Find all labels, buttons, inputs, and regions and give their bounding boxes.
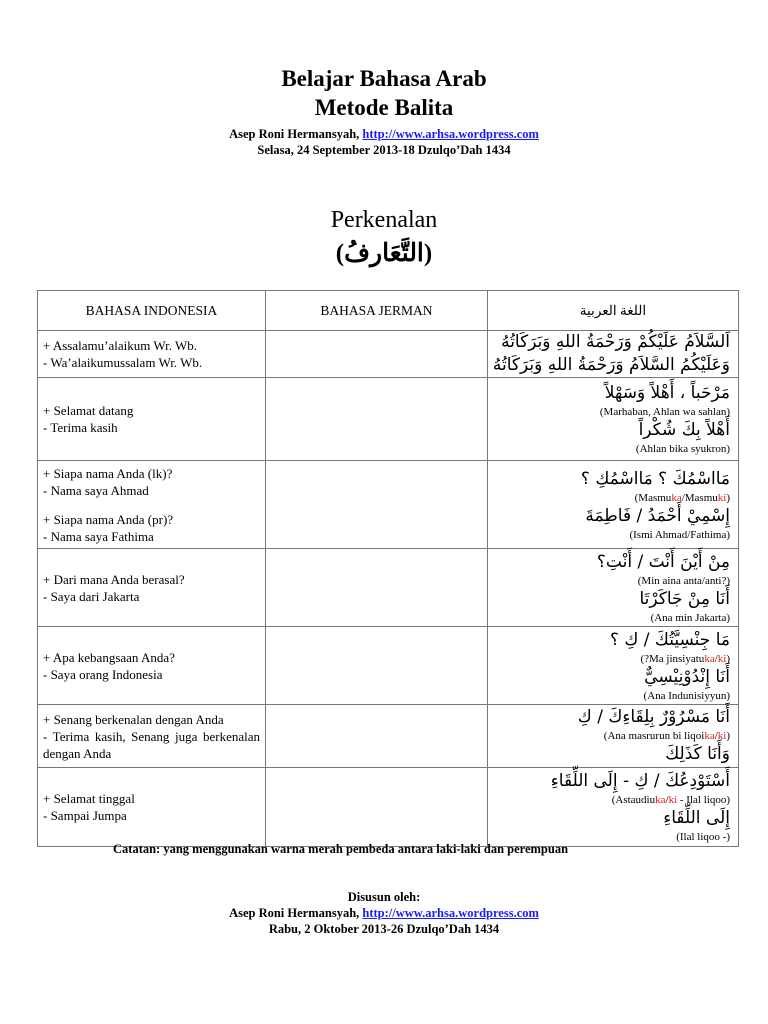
german-cell bbox=[266, 705, 488, 768]
transliteration: (Ahlan bika syukron) bbox=[635, 443, 730, 455]
document-footer bbox=[0, 889, 768, 937]
indonesian-cell bbox=[38, 768, 266, 847]
reply: - Terima kasih bbox=[43, 420, 118, 435]
arabic-phrase: مَرْحَباً ، أَهْلاً وَسَهْلاً bbox=[604, 383, 730, 403]
author-link[interactable]: http://www.arhsa.wordpress.com bbox=[362, 127, 539, 141]
document-date: Selasa, 24 September 2013-18 Dzulqo’Dah 1434 bbox=[257, 143, 511, 157]
table-row bbox=[38, 705, 739, 768]
transliteration: (Ana min Jakarta) bbox=[650, 611, 730, 624]
masculine-suffix: ka bbox=[655, 794, 666, 806]
compiled-by-label: Disusun oleh: bbox=[347, 890, 421, 904]
spacer bbox=[43, 499, 260, 511]
phrase: + Dari mana Anda berasal? bbox=[43, 571, 185, 587]
arabic-phrase: مَا جِنْسِيَّتُكَ / كِ ؟ bbox=[609, 629, 730, 650]
arabic-cell bbox=[487, 549, 738, 627]
transliteration: (Ana Indunisiyyun) bbox=[643, 689, 730, 702]
german-cell bbox=[266, 378, 488, 461]
reply: - Wa’alaikumussalam Wr. Wb. bbox=[43, 355, 203, 370]
phrase: + Assalamu’alaikum Wr. Wb. bbox=[43, 338, 198, 353]
arabic-reply: أَهْلاً بِكَ شُكْراً bbox=[638, 420, 730, 440]
masculine-suffix: ka bbox=[671, 491, 682, 504]
transliteration: (Ana masrurun bi liqoika/ki) bbox=[603, 730, 730, 742]
document-title: Belajar Bahasa Arab bbox=[281, 66, 487, 91]
phrase: + Siapa nama Anda (pr)? bbox=[43, 511, 174, 527]
arabic-cell bbox=[487, 378, 738, 461]
german-cell bbox=[266, 461, 488, 549]
feminine-suffix: ki bbox=[717, 730, 727, 742]
author-name: Asep Roni Hermansyah, bbox=[229, 127, 363, 141]
section-title-arabic: (التَّعَارفُ) bbox=[335, 240, 433, 267]
table-row bbox=[38, 461, 739, 549]
footer-author-line bbox=[0, 905, 768, 921]
indonesian-cell bbox=[38, 331, 266, 378]
transliteration: (Astaudiuka/ki - Ilal liqoo) bbox=[611, 794, 730, 806]
arabic-cell bbox=[487, 627, 738, 705]
header-german: BAHASA JERMAN bbox=[266, 291, 488, 331]
masculine-suffix: ka bbox=[704, 730, 715, 742]
german-cell bbox=[266, 768, 488, 847]
feminine-suffix: ki bbox=[717, 652, 727, 665]
indonesian-cell bbox=[38, 705, 266, 768]
transliteration: (?Ma jinsiyatuka/ki) bbox=[640, 652, 730, 665]
phrase: + Selamat datang bbox=[43, 403, 134, 418]
transliteration: (Min aina anta/anti?) bbox=[637, 574, 730, 587]
indonesian-cell bbox=[38, 549, 266, 627]
table-row bbox=[38, 331, 739, 378]
arabic-reply: إِسْمِيْ أَحْمَدُ / فَاطِمَةَ bbox=[585, 505, 730, 526]
document-header bbox=[0, 64, 768, 158]
german-cell bbox=[266, 331, 488, 378]
reply: - Terima kasih, Senang juga berkenalan dengan Anda bbox=[43, 728, 260, 761]
reply: - Saya orang Indonesia bbox=[43, 666, 163, 682]
phrase: + Senang berkenalan dengan Anda bbox=[43, 711, 224, 727]
arabic-cell bbox=[487, 461, 738, 549]
arabic-phrase: مَااسْمُكَ ؟ مَااسْمُكِ ؟ bbox=[580, 468, 730, 489]
indonesian-cell bbox=[38, 378, 266, 461]
arabic-cell bbox=[487, 705, 738, 768]
table-row bbox=[38, 627, 739, 705]
german-cell bbox=[266, 627, 488, 705]
author-line bbox=[0, 126, 768, 142]
vocabulary-table bbox=[37, 290, 739, 847]
document-subtitle: Metode Balita bbox=[314, 95, 454, 120]
footer-date: Rabu, 2 Oktober 2013-26 Dzulqo’Dah 1434 bbox=[268, 922, 500, 936]
phrase: + Siapa nama Anda (lk)? bbox=[43, 465, 173, 481]
table-row bbox=[38, 378, 739, 461]
arabic-reply: أَنَا مِنْ جَاكَرْتَا bbox=[639, 588, 730, 609]
reply: - Saya dari Jakarta bbox=[43, 588, 140, 604]
phrase: + Selamat tinggal bbox=[43, 791, 135, 806]
table-row bbox=[38, 768, 739, 847]
arabic-reply: وَعَلَيْكُمُ السَّلاَمُ وَرَحْمَةُ اللهِ وَبَرَكَاتُهُ bbox=[492, 355, 730, 375]
reply: - Sampai Jumpa bbox=[43, 808, 127, 823]
arabic-cell bbox=[487, 331, 738, 378]
arabic-reply: إِلَى اللِّقَاءِ bbox=[663, 808, 730, 828]
phrase: + Apa kebangsaan Anda? bbox=[43, 649, 175, 665]
author-name: Asep Roni Hermansyah, bbox=[229, 906, 363, 920]
table-row bbox=[38, 549, 739, 627]
arabic-reply: أَنَا إِنْدُوْنِيْسِيٌّ bbox=[644, 666, 730, 687]
transliteration: (Ilal liqoo -) bbox=[676, 831, 730, 843]
header-arabic: اللغة العربية bbox=[487, 291, 738, 331]
arabic-phrase: اَلسَّلاَمُ عَلَيْكُمْ وَرَحْمَةُ اللهِ وَبَرَكَاتُهُ bbox=[501, 332, 730, 352]
transliteration: (Masmuka/Masmuki) bbox=[634, 491, 730, 504]
feminine-suffix: ki bbox=[668, 794, 678, 806]
header-indonesian: BAHASA INDONESIA bbox=[38, 291, 266, 331]
footnote: Catatan: yang menggunakan warna merah pembeda antara laki-laki dan perempuan bbox=[113, 842, 569, 856]
table-header-row bbox=[38, 291, 739, 331]
feminine-suffix: ki bbox=[717, 491, 727, 504]
arabic-cell bbox=[487, 768, 738, 847]
arabic-reply: وَأَنَا كَذَلِكَ bbox=[665, 744, 730, 764]
reply: - Nama saya Ahmad bbox=[43, 482, 149, 498]
masculine-suffix: ka bbox=[704, 652, 715, 665]
arabic-phrase: مِنْ أَيْنَ أَنْتَ / أَنْتِ؟ bbox=[596, 551, 730, 572]
transliteration: (Ismi Ahmad/Fathima) bbox=[629, 528, 730, 541]
german-cell bbox=[266, 549, 488, 627]
indonesian-cell bbox=[38, 627, 266, 705]
arabic-phrase: أَسْتَوْدِعُكَ / كِ - إِلَى اللِّقَاءِ bbox=[550, 771, 730, 791]
section-title: Perkenalan bbox=[330, 207, 438, 233]
indonesian-cell bbox=[38, 461, 266, 549]
arabic-phrase: أَنَا مَسْرُوْرٌ بِلِقَاءِكَ / كِ bbox=[577, 707, 730, 727]
reply: - Nama saya Fathima bbox=[43, 528, 154, 544]
transliteration: (Marhaban, Ahlan wa sahlan) bbox=[599, 406, 730, 418]
section-heading bbox=[0, 204, 768, 272]
author-link[interactable]: http://www.arhsa.wordpress.com bbox=[362, 906, 539, 920]
